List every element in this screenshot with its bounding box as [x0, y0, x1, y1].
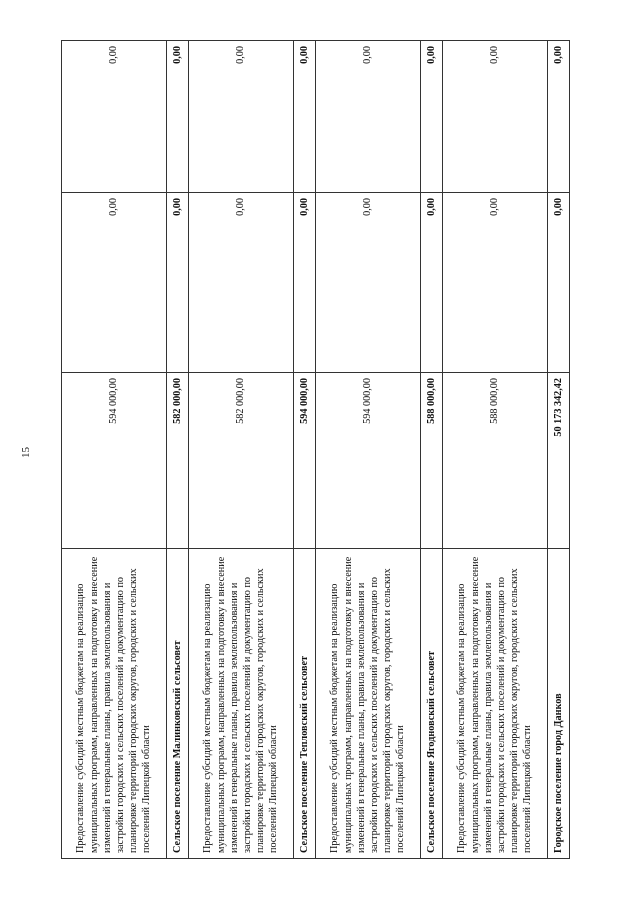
row-name-cell: Сельское поселение Малинковский сельсовет [167, 549, 189, 859]
row-name-cell: Сельское поселение Ягодновский сельсовет [421, 549, 443, 859]
value-col2-cell: 0,00 [294, 193, 316, 373]
row-name-cell: Предоставление субсидий местным бюджетам на реализацию муниципальных программ, направленных на подготовку и внесение изменений в генеральные планы, правила землепользования и застройки городских и сельских поселений и документацию по планировке территорий городских округов, городских и сельских поселений Липецкой области [443, 549, 548, 859]
row-name-cell: Предоставление субсидий местным бюджетам на реализацию муниципальных программ, направленных на подготовку и внесение изменений в генеральные планы, правила землепользования и застройки городских и сельских поселений и документацию по планировке территорий городских округов, городских и сельских поселений Липецкой области [189, 549, 294, 859]
page-number: 15 [20, 447, 32, 458]
subsidy-row [189, 41, 294, 859]
row-name-cell: Предоставление субсидий местным бюджетам на реализацию муниципальных программ, направленных на подготовку и внесение изменений в генеральные планы, правила землепользования и застройки городских и сельских поселений и документацию по планировке территорий городских округов, городских и сельских поселений Липецкой области [62, 549, 167, 859]
value-col1-cell: 582 000,00 [167, 373, 189, 549]
value-col2-cell: 0,00 [421, 193, 443, 373]
budget-table-body [62, 41, 570, 859]
value-col1-cell: 588 000,00 [421, 373, 443, 549]
value-col2-cell: 0,00 [548, 193, 570, 373]
subsidy-row [62, 41, 167, 859]
value-col2-cell: 0,00 [167, 193, 189, 373]
budget-table [61, 40, 570, 859]
settlement-row [421, 41, 443, 859]
value-col2-cell: 0,00 [316, 193, 421, 373]
value-col2-cell: 0,00 [189, 193, 294, 373]
row-name-cell: Предоставление субсидий местным бюджетам на реализацию муниципальных программ, направленных на подготовку и внесение изменений в генеральные планы, правила землепользования и застройки городских и сельских поселений и документацию по планировке территорий городских округов, городских и сельских поселений Липецкой области [316, 549, 421, 859]
value-col3-cell: 0,00 [316, 41, 421, 193]
settlement-row [294, 41, 316, 859]
value-col1-cell: 594 000,00 [316, 373, 421, 549]
value-col1-cell: 588 000,00 [443, 373, 548, 549]
subsidy-row [316, 41, 421, 859]
value-col2-cell: 0,00 [443, 193, 548, 373]
value-col3-cell: 0,00 [443, 41, 548, 193]
row-name-cell: Сельское поселение Тепловский сельсовет [294, 549, 316, 859]
value-col1-cell: 582 000,00 [189, 373, 294, 549]
value-col1-cell: 50 173 342,42 [548, 373, 570, 549]
row-name-cell: Городское поселение город Данков [548, 549, 570, 859]
value-col3-cell: 0,00 [189, 41, 294, 193]
value-col3-cell: 0,00 [548, 41, 570, 193]
settlement-row [167, 41, 189, 859]
value-col3-cell: 0,00 [421, 41, 443, 193]
settlement-row [548, 41, 570, 859]
value-col2-cell: 0,00 [62, 193, 167, 373]
value-col3-cell: 0,00 [62, 41, 167, 193]
value-col1-cell: 594 000,00 [294, 373, 316, 549]
value-col3-cell: 0,00 [167, 41, 189, 193]
value-col3-cell: 0,00 [294, 41, 316, 193]
subsidy-row [443, 41, 548, 859]
value-col1-cell: 594 000,00 [62, 373, 167, 549]
